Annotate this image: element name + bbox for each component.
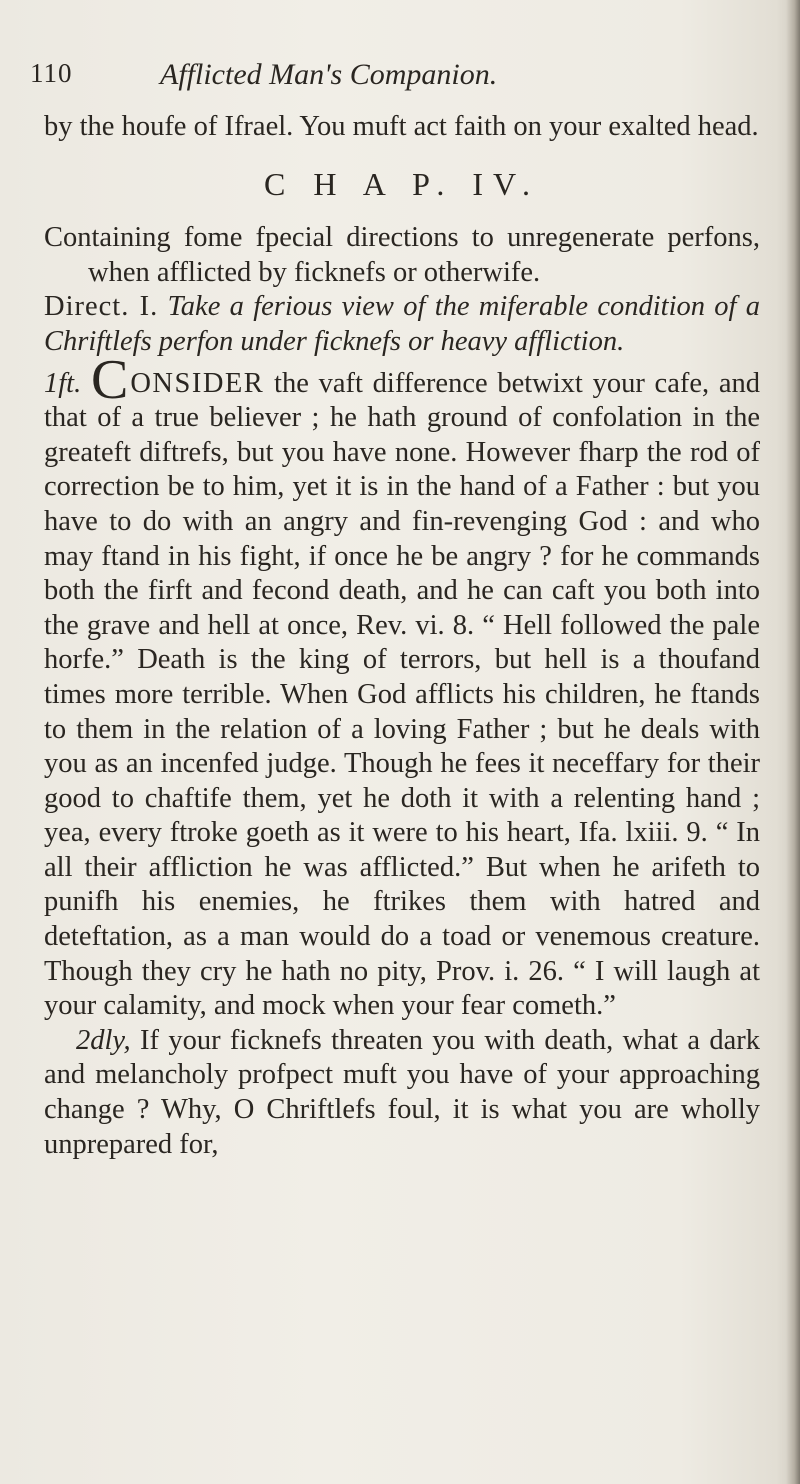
running-title: Afflicted Man's Companion. — [160, 58, 498, 91]
page-header — [30, 58, 770, 98]
chapter-heading: C H A P. IV. — [264, 165, 540, 202]
paragraph-first-caps: ONSIDER — [130, 367, 265, 399]
paragraph-second — [44, 1024, 760, 1162]
paragraph-marker-second: 2dly, — [76, 1024, 131, 1056]
page-edge-shadow — [786, 0, 800, 1484]
paragraph-first — [44, 348, 760, 1024]
opening-line: by the houfe of Ifrael. You muft act faith on your exalted head. — [44, 111, 759, 142]
chapter-subtitle: Containing fome fpecial directions to unregenerate perfons, when afflicted by ficknefs or otherwife. — [44, 222, 760, 288]
direction-heading — [44, 290, 760, 359]
paragraph-marker-first: 1ft. — [44, 367, 82, 399]
paragraph-second-text: If your ficknefs threaten you with death, what a dark and melancholy profpect muft you have of your approaching change ? Why, O Chriftlefs foul, it is what you are wholly unprepared for, — [44, 1024, 760, 1160]
direction-label: Direct. I. — [44, 291, 159, 323]
page-number: 110 — [30, 58, 73, 88]
direction-text: Take a ferious view of the miferable condition of a Chriftlefs perfon under ficknefs or heavy affliction. — [44, 291, 761, 357]
page-text — [44, 110, 760, 1162]
paragraph-first-text: the vaft difference betwixt your cafe, and that of a true believer ; he hath ground of confolation in the greateft diftrefs, but you have none. However fharp the rod of correction be to him, yet it is in the hand of a Father : but you have to do with an angry and fin-revenging God : and who may ftand in his fight, if once he be angry ? for he commands both the firft and fecond death, and he can caft you both into the grave and hell at once, Rev. vi. 8. “ Hell followed the pale horfe.” Death is the king of terrors, but hell is a thoufand times more terrible. When God afflicts his children, he ftands to them in the relation of a loving Father ; but he deals with you as an incenfed judge. Though he fees it neceffary for their good to chaftife them, yet he doth it with a relenting hand ; yea, every ftroke goeth as it were to his heart, Ifa. lxiii. 9. “ In all their affliction he was afflicted.” But when he arifeth to punifh his enemies, he ftrikes them with hatred and deteftation, as a man would do a toad or venemous creature. Though they cry he hath no pity, Prov. i. 26. “ I will laugh at your calamity, and mock when your fear cometh.” — [44, 367, 760, 1022]
drop-cap: C — [90, 348, 129, 411]
